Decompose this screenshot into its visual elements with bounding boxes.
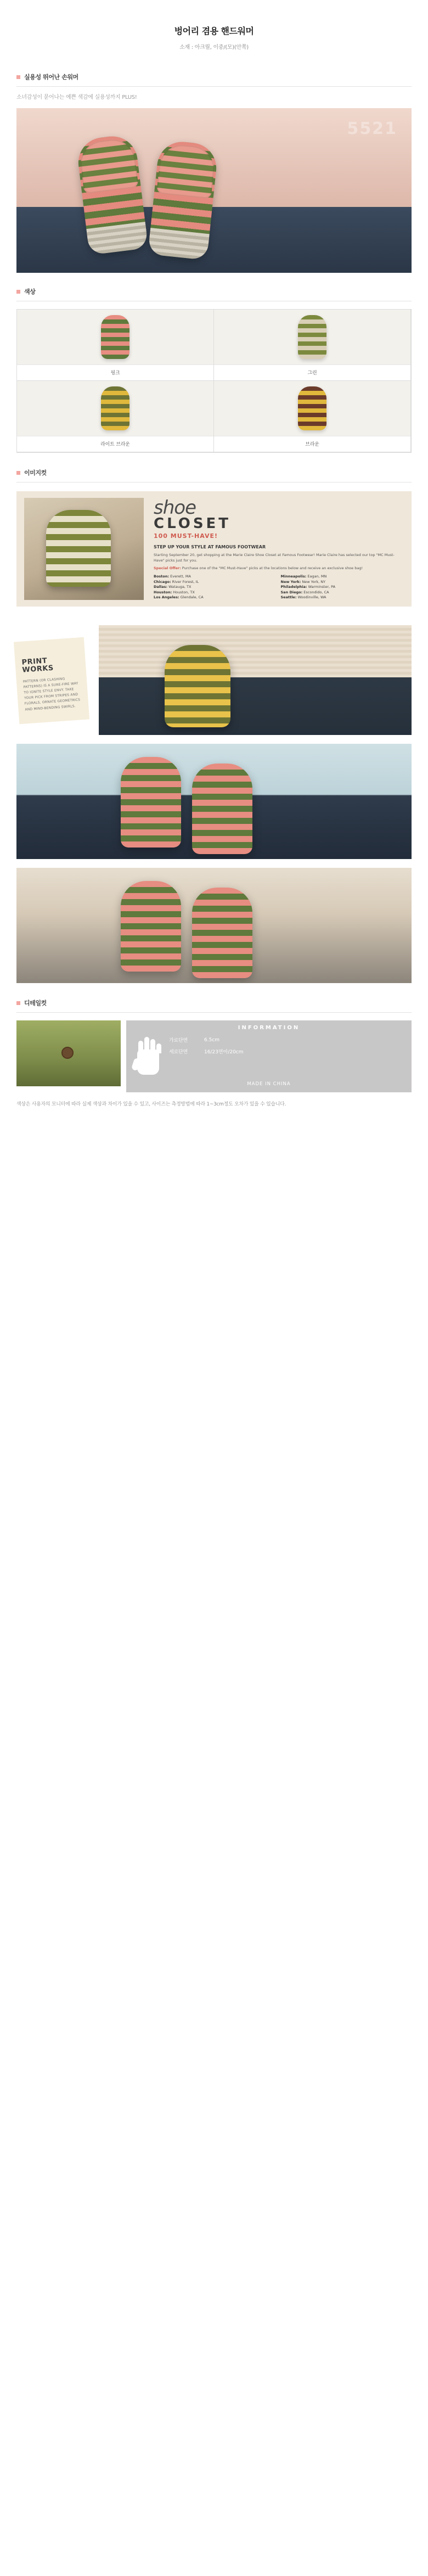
city-name: New York: — [280, 579, 301, 584]
button-detail — [61, 1047, 74, 1059]
list-item — [281, 590, 404, 595]
city-location: Woodinville, WA — [297, 595, 326, 600]
glove-photo — [121, 881, 181, 972]
hand-measure-icon — [133, 1034, 165, 1077]
glove-thumbnail — [101, 386, 129, 430]
photo-background-jeans — [16, 207, 412, 273]
city-location: New York, NY — [302, 579, 326, 584]
color-option-brown[interactable] — [213, 380, 411, 452]
magazine-headline: STEP UP YOUR STYLE AT FAMOUS FOOTWEAR — [154, 545, 266, 550]
glove-photo — [46, 510, 111, 587]
color-option-light-brown[interactable] — [16, 380, 214, 452]
section-header-color — [0, 287, 428, 296]
list-item — [154, 595, 277, 600]
mitten-flap — [78, 137, 138, 194]
city-location: Glendale, CA — [180, 595, 204, 600]
print-works-block — [16, 625, 412, 735]
square-bullet-icon — [16, 75, 20, 79]
mitten-right — [148, 139, 218, 260]
color-label: 그린 — [214, 364, 410, 380]
magazine-body: Starting September 20, get shopping at the Marie Claire Shoe Closet at Famous Footwear! Marie Claire has selected our top "MC Must-Have" picks just for you. — [154, 553, 395, 563]
lifestyle-photo-1 — [16, 744, 412, 859]
hero-product-photo — [16, 108, 412, 273]
print-works-photo — [99, 625, 412, 735]
list-item — [281, 580, 404, 585]
city-name: Los Angeles: — [154, 595, 179, 600]
lifestyle-photo-2 — [16, 868, 412, 983]
city-location: Everett, MA — [170, 574, 191, 579]
magazine-offer-label: Special Offer: — [154, 565, 181, 570]
city-location: Eagan, MN — [307, 574, 327, 579]
section-title-detailcut: 디테일컷 — [24, 1000, 47, 1007]
square-bullet-icon — [16, 1001, 20, 1005]
city-name: Chicago: — [154, 579, 171, 584]
glove-photo — [165, 645, 230, 727]
list-item — [281, 585, 404, 590]
section-title-imagecut: 이미지컷 — [24, 469, 47, 476]
magazine-offer-text: Purchase one of the "MC Must-Have" picks at the locations below and receive an exclusive shoe bag! — [182, 565, 363, 570]
city-name: Dallas: — [154, 585, 168, 590]
measurement-key: 가로단면 — [169, 1038, 188, 1043]
magazine-image-cut — [16, 491, 412, 607]
color-label: 브라운 — [214, 436, 410, 452]
section-header-imagecut — [0, 468, 428, 477]
section-title-feature: 실용성 뛰어난 손워머 — [24, 74, 78, 81]
square-bullet-icon — [16, 471, 20, 475]
list-item — [281, 574, 404, 579]
glove-photo — [192, 888, 252, 978]
city-location: River Forest, IL — [172, 579, 199, 584]
magazine-offer — [154, 566, 404, 571]
magazine-city-list — [154, 574, 404, 600]
measurement-row — [169, 1034, 405, 1046]
city-location: Houston, TX — [173, 590, 195, 594]
city-name: Boston: — [154, 574, 170, 579]
list-item — [281, 595, 404, 600]
color-photo — [17, 310, 213, 364]
color-option-green[interactable] — [213, 309, 411, 381]
page-title: 벙어리 겸용 핸드워머 — [174, 26, 254, 36]
magazine-photo — [24, 498, 144, 600]
glove-photo — [121, 757, 181, 848]
measurement-list — [169, 1034, 405, 1077]
color-label: 핑크 — [17, 364, 213, 380]
mitten-flap — [156, 143, 216, 199]
color-option-pink[interactable] — [16, 309, 214, 381]
divider — [16, 1012, 412, 1013]
section-title-color: 색상 — [24, 288, 36, 295]
color-swatch-grid — [16, 309, 412, 453]
page-subtitle: 소재 : 아크릴, 이중/(모)(안쪽) — [179, 44, 249, 50]
city-name: Seattle: — [280, 595, 297, 600]
measurement-row — [169, 1046, 405, 1057]
print-works-card — [14, 637, 89, 725]
color-photo — [214, 310, 410, 364]
measurement-value: 6.5cm — [204, 1037, 220, 1043]
city-location: Escondido, CA — [303, 590, 329, 594]
square-bullet-icon — [16, 290, 20, 294]
product-title-block — [0, 0, 428, 65]
color-photo — [214, 381, 410, 436]
glove-thumbnail — [298, 315, 326, 359]
print-works-title: PRINT WORKS — [21, 656, 54, 675]
list-item — [154, 585, 277, 590]
detail-information-row — [16, 1020, 412, 1092]
spacer — [0, 607, 428, 616]
photo-background-knit — [99, 625, 412, 677]
magazine-closet-title: CLOSET — [154, 515, 232, 532]
city-location: Watauga, TX — [168, 585, 192, 590]
information-title: INFORMATION — [238, 1025, 300, 1031]
section-subtitle-feature: 소녀감성이 묻어나는 예쁜 색감에 실용성까지 PLUS! — [16, 94, 137, 100]
city-name: Philadelphia: — [280, 585, 307, 590]
city-name: San Diego: — [280, 590, 303, 594]
information-panel — [126, 1020, 412, 1092]
list-item — [154, 574, 277, 579]
detail-photo-button — [16, 1020, 121, 1086]
color-photo — [17, 381, 213, 436]
magazine-text-column — [154, 499, 404, 600]
product-detail-page — [0, 0, 428, 1109]
information-body — [133, 1034, 405, 1077]
color-label: 라이트 브라운 — [17, 436, 213, 452]
city-name: Minneapolis: — [280, 574, 307, 579]
measurement-key: 세로단면 — [169, 1050, 188, 1055]
glove-thumbnail — [101, 315, 129, 359]
made-in-label: MADE IN CHINA — [247, 1081, 291, 1087]
list-item — [154, 580, 277, 585]
measurement-value: 16/23면아/20cm — [204, 1050, 244, 1055]
footer-note: 색상은 사용자의 모니터에 따라 실제 색상과 차이가 있을 수 있고, 사이즈는 측정방법에 따라 1~3cm정도 오차가 있을 수 있습니다. — [16, 1102, 286, 1107]
photo-watermark-text: 5521 — [347, 119, 397, 138]
print-works-body: PATTERN (OR CLASHING PATTERNS) IS A SURE-FIRE WAY TO IGNITE STYLE ENVY. TAKE YOUR PICK FROM STRIPES AND FLORALS, ORNATE GEOMETRICS AND MIND-BENDING SWIRLS. — [22, 676, 81, 712]
palm — [137, 1050, 159, 1075]
city-name: Houston: — [154, 590, 172, 594]
section-header-detailcut — [0, 998, 428, 1007]
list-item — [154, 590, 277, 595]
magazine-shoe-title: shoe — [154, 497, 196, 519]
magazine-must-have-label: 100 MUST-HAVE! — [154, 532, 218, 540]
glove-thumbnail — [298, 386, 326, 430]
glove-photo — [192, 764, 252, 854]
city-location: Warminster, PA — [308, 585, 336, 590]
section-header-feature — [0, 72, 428, 81]
